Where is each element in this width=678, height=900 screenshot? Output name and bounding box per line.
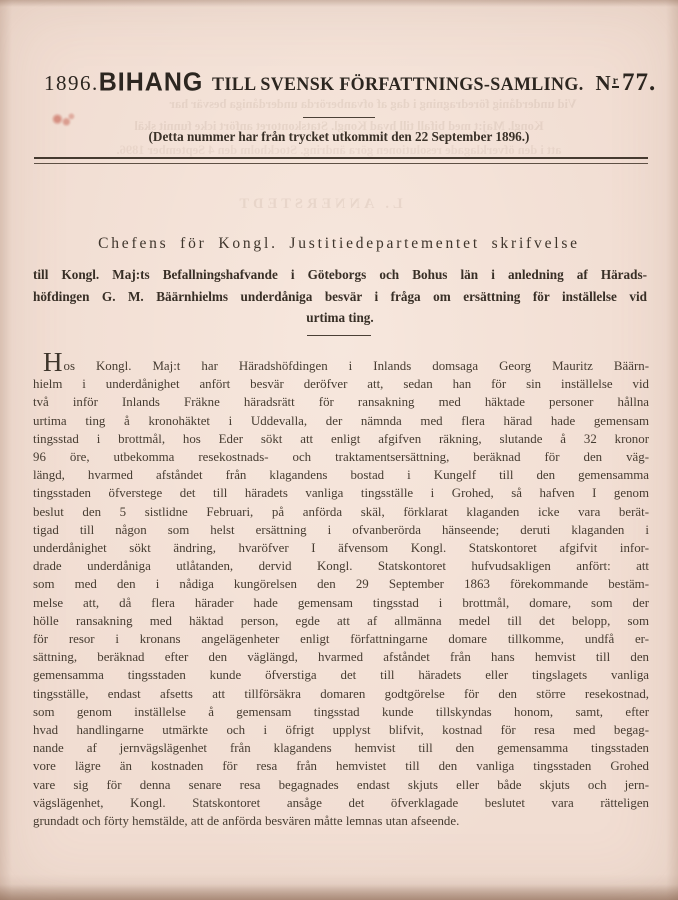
body-text-line: sättning, beräknad efter den väglängd, hvarmed afståndet från hans hemvist till den bbox=[33, 650, 649, 665]
body-first-line bbox=[33, 347, 649, 377]
masthead-title-rest: TILL SVENSK FÖRFATTNINGS-SAMLING. bbox=[212, 75, 584, 95]
subheading-line: till Kongl. Maj:ts Befallningshafvande i Göteborgs och Bohus län i anledning af Härads- bbox=[33, 267, 647, 282]
body-text-line: vare sig för denna senare resa begagnades endast skjuts eller både skjuts och jern- bbox=[33, 777, 649, 792]
page-edge-shadow bbox=[0, 874, 678, 900]
body-lines bbox=[33, 375, 649, 830]
body-text-line: tingsställe, endast afsetts att tillförsäkra domaren godtgörelse för den större resekostnad, bbox=[33, 686, 649, 701]
body-text-line: underdånighet sökt ändring, hvaröfver I äfvensom Kongl. Statskontoret afgifvit infor- bbox=[33, 541, 649, 556]
body-text-line: för resor i kronans angelägenheter enligt författningarne domare tillkomme, undfå er- bbox=[33, 632, 649, 647]
body-text-line: nande af jernvägslägenhet från klagandens hemvist till den gemensamma tingsstaden bbox=[33, 741, 649, 756]
document-subheading bbox=[33, 264, 647, 329]
bleed-through-line: att i den öfverklagade resolutionen göra ändring. Stockholm den 4 September 1896. bbox=[116, 143, 562, 157]
body-text bbox=[33, 347, 649, 830]
document-heading: Chefens för Kongl. Justitiedepartementet skrifvelse bbox=[98, 235, 580, 252]
drop-cap: H bbox=[43, 347, 64, 377]
body-text-line: drade underdåniga utlåtanden, dervid Kongl. Statskontoret hufvudsakligen anfört: att bbox=[33, 559, 649, 574]
masthead-year: 1896. bbox=[44, 71, 99, 95]
body-text-line: längd, hvarmed afståndet från klagandens bostad i Kungelf till den gemensamma bbox=[33, 468, 649, 483]
issue-letter: N bbox=[595, 71, 611, 95]
issue-number: 77. bbox=[621, 69, 657, 96]
body-text-line: hvad handlingarne utmärkte och i öfrigt upplyst blifvit, kostnad för resa med begag- bbox=[33, 723, 649, 738]
body-text-line: 96 öre, utbekomma resekostnads- och traktamentsersättning, beräknad för den väg- bbox=[33, 450, 649, 465]
masthead-title bbox=[99, 68, 596, 97]
body-text-line: hölle ransakning med häktad person, egde att af allmänna medel till det belopp, som bbox=[33, 613, 649, 628]
double-rule bbox=[34, 157, 648, 164]
divider-rule-top bbox=[303, 117, 375, 118]
body-text-line: tingsstaden öfverstege det till häradets vanliga tingsställe i Grohed, så hafven I genom bbox=[33, 486, 649, 501]
subheading-line: urtima ting. bbox=[306, 310, 374, 325]
body-text-line: gemensamma tingsstaden kunde öfverstiga det till häradets eller tingslagets vanliga bbox=[33, 668, 649, 683]
body-text-line: vägslägenhet, Kongl. Statskontoret ansåge det öfverklagade beslutet vara rätteligen bbox=[33, 795, 649, 810]
body-text-line: grundadt och förty hemstälde, att de anförda besvären måtte lemnas utan afseende. bbox=[33, 814, 460, 829]
body-text-line: som genom inställelse å gemensam tingsstad kunde tillskyndas honom, samt, efter bbox=[33, 704, 649, 719]
body-text-line: urtima ting å kronohäktet i Uddevalla, der nämnda med flera härad hade gemensam bbox=[33, 413, 649, 428]
bleed-through-signature: L. ANNERSTEDT bbox=[235, 196, 403, 212]
body-text-line: två inför Inlands Fräkne häradsrätt för ransakning med häktade personer hållna bbox=[33, 395, 649, 410]
divider-rule-mid bbox=[307, 335, 371, 336]
body-first-line-text: os Kongl. Maj:t har Häradshöfdingen i Inlands domsaga Georg Mauritz Bäärn- bbox=[63, 359, 649, 373]
issue-superscript: r bbox=[612, 73, 618, 87]
masthead bbox=[0, 68, 678, 97]
subheading-line: höfdingen G. M. Bäärnhielms underdåniga besvär i fråga om ersättning för inställelse vid bbox=[33, 288, 647, 304]
body-text-line: melse att, då flera härader hade gemensam tingsstad i brottmål, domare, som der bbox=[33, 595, 649, 610]
body-text-line: beslut den 5 sistlidne Februari, på anförda skäl, förklarat klaganden icke vara berät- bbox=[33, 504, 649, 519]
imprint-note: (Detta nummer har från trycket utkommit den 22 September 1896.) bbox=[148, 129, 530, 144]
body-text-line: tigad till någon som helst ersättning i ofvanberörda hänseende; deruti klaganden i bbox=[33, 522, 649, 537]
masthead-issue-number bbox=[595, 69, 656, 97]
bleed-through-line: Vid underdånig föredragning i dag af ofvanberörda underdåniga besvär har bbox=[169, 97, 577, 111]
bleed-through-line: Kongl. Maj:t med bifall till hvad Kongl. Statskontoret anfört icke funnit skäl bbox=[134, 119, 544, 133]
body-text-line: tingsstad i brottmål, hos Eder sökt att enligt afgifven räkning, slutande å 32 kronor bbox=[33, 431, 649, 446]
red-pencil-mark bbox=[49, 111, 77, 129]
body-text-line: som med den i nådiga kungörelsen den 29 September 1863 förekommande bestäm- bbox=[33, 577, 649, 592]
body-text-line: vore lägre än kostnaden för resa från hemvistet till den vanliga tingsstaden Grohed bbox=[33, 759, 649, 774]
masthead-title-main: BIHANG bbox=[98, 67, 204, 97]
body-text-line: hielm i underdånighet anfört besvär deröfver att, sedan han för sin inställelse vid bbox=[33, 377, 649, 392]
